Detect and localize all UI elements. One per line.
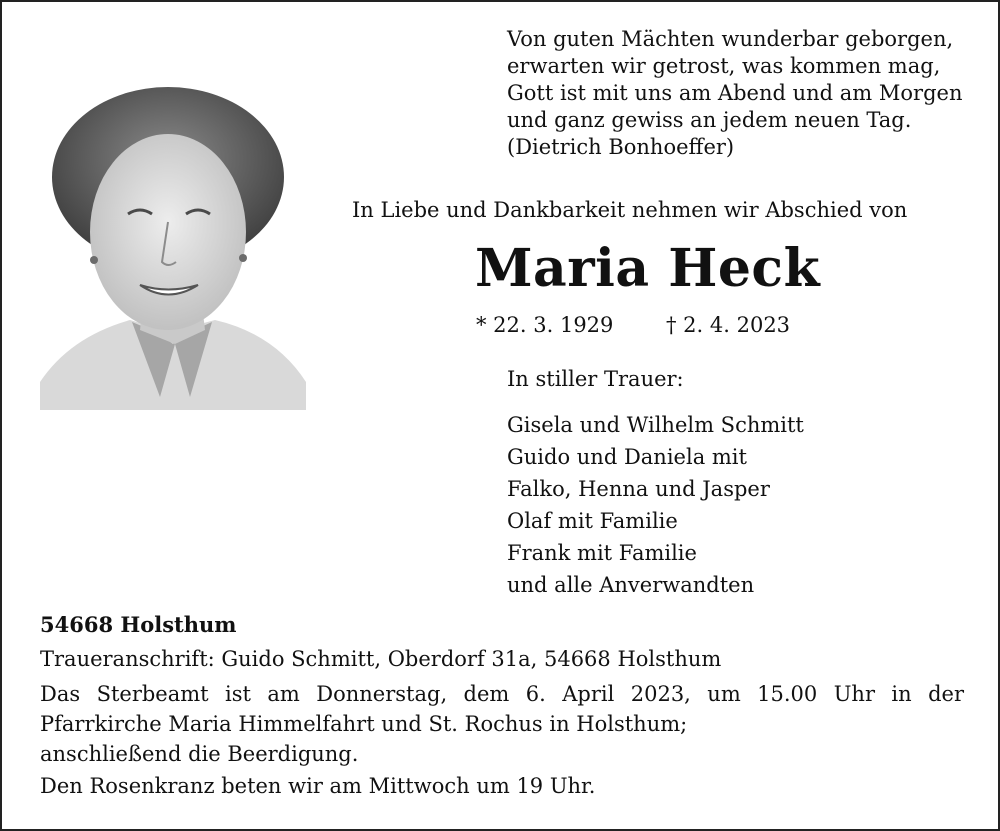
mourner-entry: Olaf mit Familie bbox=[507, 509, 678, 533]
birth-date: * 22. 3. 1929 bbox=[476, 313, 614, 337]
farewell-intro: In Liebe und Dankbarkeit nehmen wir Abschied von bbox=[352, 198, 908, 222]
mourner-entry: Guido und Daniela mit bbox=[507, 445, 747, 469]
poem-line: Gott ist mit uns am Abend und am Morgen bbox=[507, 81, 963, 105]
service-line: Das Sterbeamt ist am Donnerstag, dem 6. April 2023, um 15.00 Uhr in der bbox=[40, 682, 964, 706]
mourning-address: Traueranschrift: Guido Schmitt, Oberdorf 31a, 54668 Holsthum bbox=[40, 647, 722, 671]
mourner-entry: Gisela und Wilhelm Schmitt bbox=[507, 413, 804, 437]
deceased-name: Maria Heck bbox=[475, 238, 821, 299]
funeral-service-info bbox=[40, 679, 964, 769]
mourning-heading: In stiller Trauer: bbox=[507, 367, 684, 391]
poem-author: (Dietrich Bonhoeffer) bbox=[507, 135, 735, 159]
service-line: anschließend die Beerdigung. bbox=[40, 742, 359, 766]
mourner-entry: Falko, Henna und Jasper bbox=[507, 477, 770, 501]
poem-line: erwarten wir getrost, was kommen mag, bbox=[507, 54, 941, 78]
poem-quote bbox=[507, 26, 962, 161]
mourner-entry: Frank mit Familie bbox=[507, 541, 697, 565]
death-date: † 2. 4. 2023 bbox=[666, 313, 791, 337]
portrait-photo-drawing bbox=[40, 82, 306, 410]
service-line: Pfarrkirche Maria Himmelfahrt und St. Rochus in Holsthum; bbox=[40, 712, 688, 736]
portrait-photo bbox=[40, 82, 306, 410]
location-heading: 54668 Holsthum bbox=[40, 612, 237, 637]
poem-line: und ganz gewiss an jedem neuen Tag. bbox=[507, 108, 912, 132]
poem-line: Von guten Mächten wunderbar geborgen, bbox=[507, 27, 954, 51]
mourners-list bbox=[507, 409, 804, 601]
rosary-info: Den Rosenkranz beten wir am Mittwoch um 19 Uhr. bbox=[40, 774, 596, 798]
mourner-entry: und alle Anverwandten bbox=[507, 573, 755, 597]
